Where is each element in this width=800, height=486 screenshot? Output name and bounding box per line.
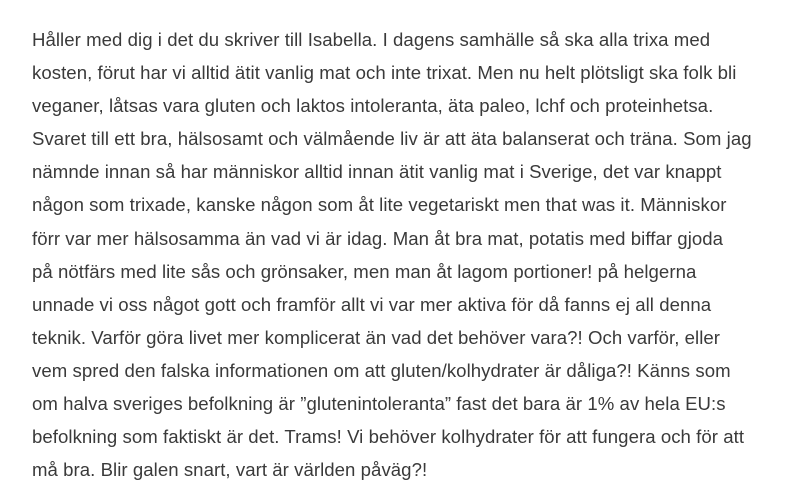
comment-line-7: förr var mer hälsosamma än vad vi är idag. Man åt bra mat, potatis med biffar gjoda: [32, 227, 724, 249]
comment-line-2: kosten, förut har vi alltid ätit vanlig mat och inte trixat. Men nu helt plötsligt ska folk bli: [32, 62, 737, 84]
comment-line-13: befolkning som faktiskt är det. Trams! Vi behöver kolhydrater för att fungera och för att: [32, 426, 745, 448]
comment-line-14: må bra. Blir galen snart, vart är världen påväg?!: [32, 459, 428, 481]
comment-line-6: någon som trixade, kanske någon som åt lite vegetariskt men that was it. Människor: [32, 194, 727, 216]
comment-line-12: om halva sveriges befolkning är ”glutenintoleranta” fast det bara är 1% av hela EU:s: [32, 393, 726, 415]
comment-line-8: på nötfärs med lite sås och grönsaker, men man åt lagom portioner! på helgerna: [32, 260, 697, 282]
comment-line-4: Svaret till ett bra, hälsosamt och välmående liv är att äta balanserat och träna. Som jag: [32, 128, 752, 150]
comment-line-1: Håller med dig i det du skriver till Isabella. I dagens samhälle så ska alla trixa med: [32, 29, 711, 50]
comment-line-5: nämnde innan så har människor alltid innan ätit vanlig mat i Sverige, det var knappt: [32, 161, 722, 183]
comment-text: [32, 23, 792, 486]
comment-line-9: unnade vi oss något gott och framför allt vi var mer aktiva för då fanns ej all denna: [32, 293, 712, 315]
comment-line-11: vem spred den falska informationen om att gluten/kolhydrater är dåliga?! Känns som: [32, 359, 731, 381]
comment-line-3: veganer, låtsas vara gluten och laktos intoleranta, äta paleo, lchf och proteinhetsa.: [32, 95, 714, 117]
comment-line-10: teknik. Varför göra livet mer komplicerat än vad det behöver vara?! Och varför, eller: [32, 326, 721, 348]
